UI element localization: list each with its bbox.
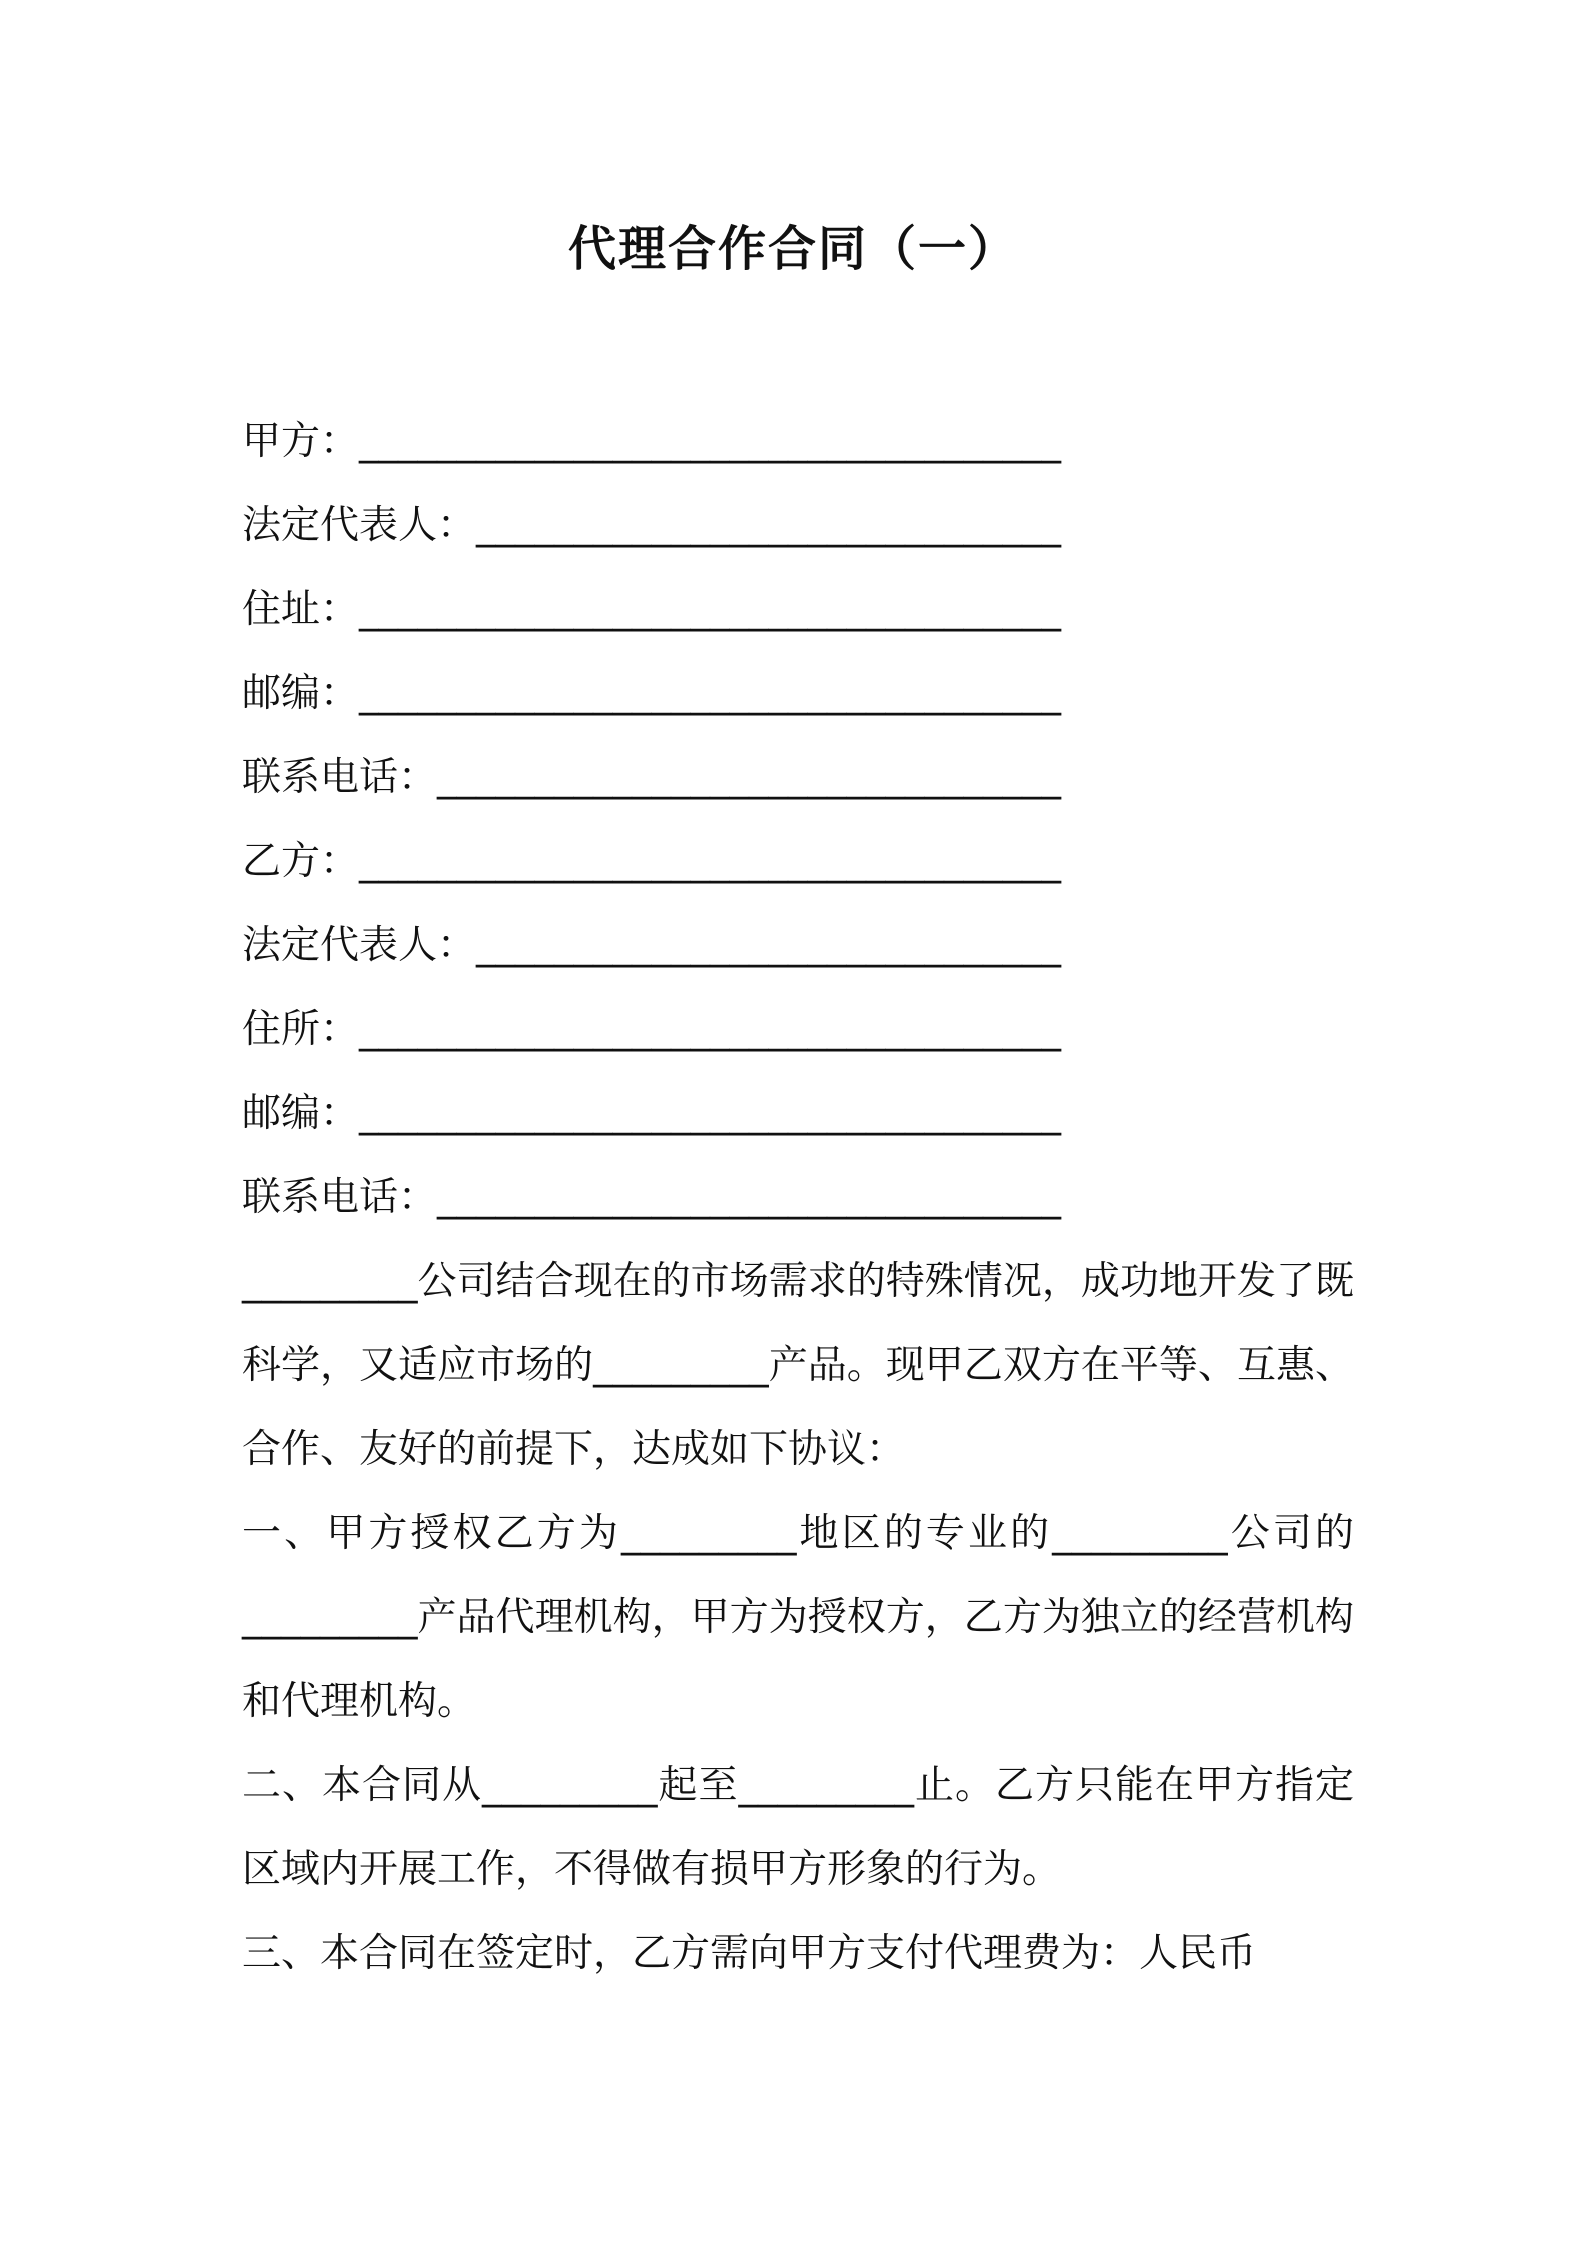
party-a-postcode-blank: ____________________________________	[359, 671, 1062, 716]
clause-2-paragraph: 二、本合同从_________起至_________止。乙方只能在甲方指定区域内开展工作，不得做有损甲方形象的行为。	[242, 1763, 1354, 1892]
party-b-address-blank: ____________________________________	[359, 1007, 1062, 1052]
party-b-postcode-field	[242, 1084, 1362, 1168]
party-a-rep-label: 法定代表人：	[242, 503, 477, 548]
party-b-name-blank: ____________________________________	[359, 839, 1062, 884]
party-a-name-blank: ____________________________________	[359, 419, 1062, 464]
clause-1-paragraph: 一、甲方授权乙方为_________地区的专业的_________公司的_________产品代理机构，甲方为授权方，乙方为独立的经营机构和代理机构。	[242, 1511, 1354, 1724]
document-title: 代理合作合同（一）	[567, 221, 1018, 277]
party-a-address-label: 住址：	[242, 587, 360, 632]
party-b-rep-label: 法定代表人：	[242, 923, 477, 968]
party-b-phone-label: 联系电话：	[242, 1175, 438, 1220]
party-a-name-label: 甲方：	[242, 419, 360, 464]
party-a-postcode-field	[242, 664, 1362, 748]
party-a-name-field	[242, 412, 1362, 496]
party-a-address-blank: ____________________________________	[359, 587, 1062, 632]
contract-body	[242, 1240, 1354, 1996]
party-b-address-label: 住所：	[242, 1007, 360, 1052]
party-info-section	[242, 412, 1362, 1252]
party-b-postcode-blank: ____________________________________	[359, 1091, 1062, 1136]
party-a-phone-blank: ________________________________	[437, 755, 1062, 800]
party-b-rep-blank: ______________________________	[476, 923, 1062, 968]
party-b-name-label: 乙方：	[242, 839, 360, 884]
clause-3-paragraph: 三、本合同在签定时，乙方需向甲方支付代理费为：人民币	[242, 1931, 1257, 1976]
party-a-rep-blank: ______________________________	[476, 503, 1062, 548]
party-b-rep-field	[242, 916, 1362, 1000]
party-a-phone-field	[242, 748, 1362, 832]
party-b-name-field	[242, 832, 1362, 916]
party-a-postcode-label: 邮编：	[242, 671, 360, 716]
party-a-phone-label: 联系电话：	[242, 755, 438, 800]
party-b-phone-blank: ________________________________	[437, 1175, 1062, 1220]
intro-paragraph: _________公司结合现在的市场需求的特殊情况，成功地开发了既科学，又适应市场的_________产品。现甲乙双方在平等、互惠、合作、友好的前提下，达成如下协议：	[242, 1259, 1354, 1472]
party-b-address-field	[242, 1000, 1362, 1084]
party-a-address-field	[242, 580, 1362, 664]
party-a-rep-field	[242, 496, 1362, 580]
party-b-postcode-label: 邮编：	[242, 1091, 360, 1136]
